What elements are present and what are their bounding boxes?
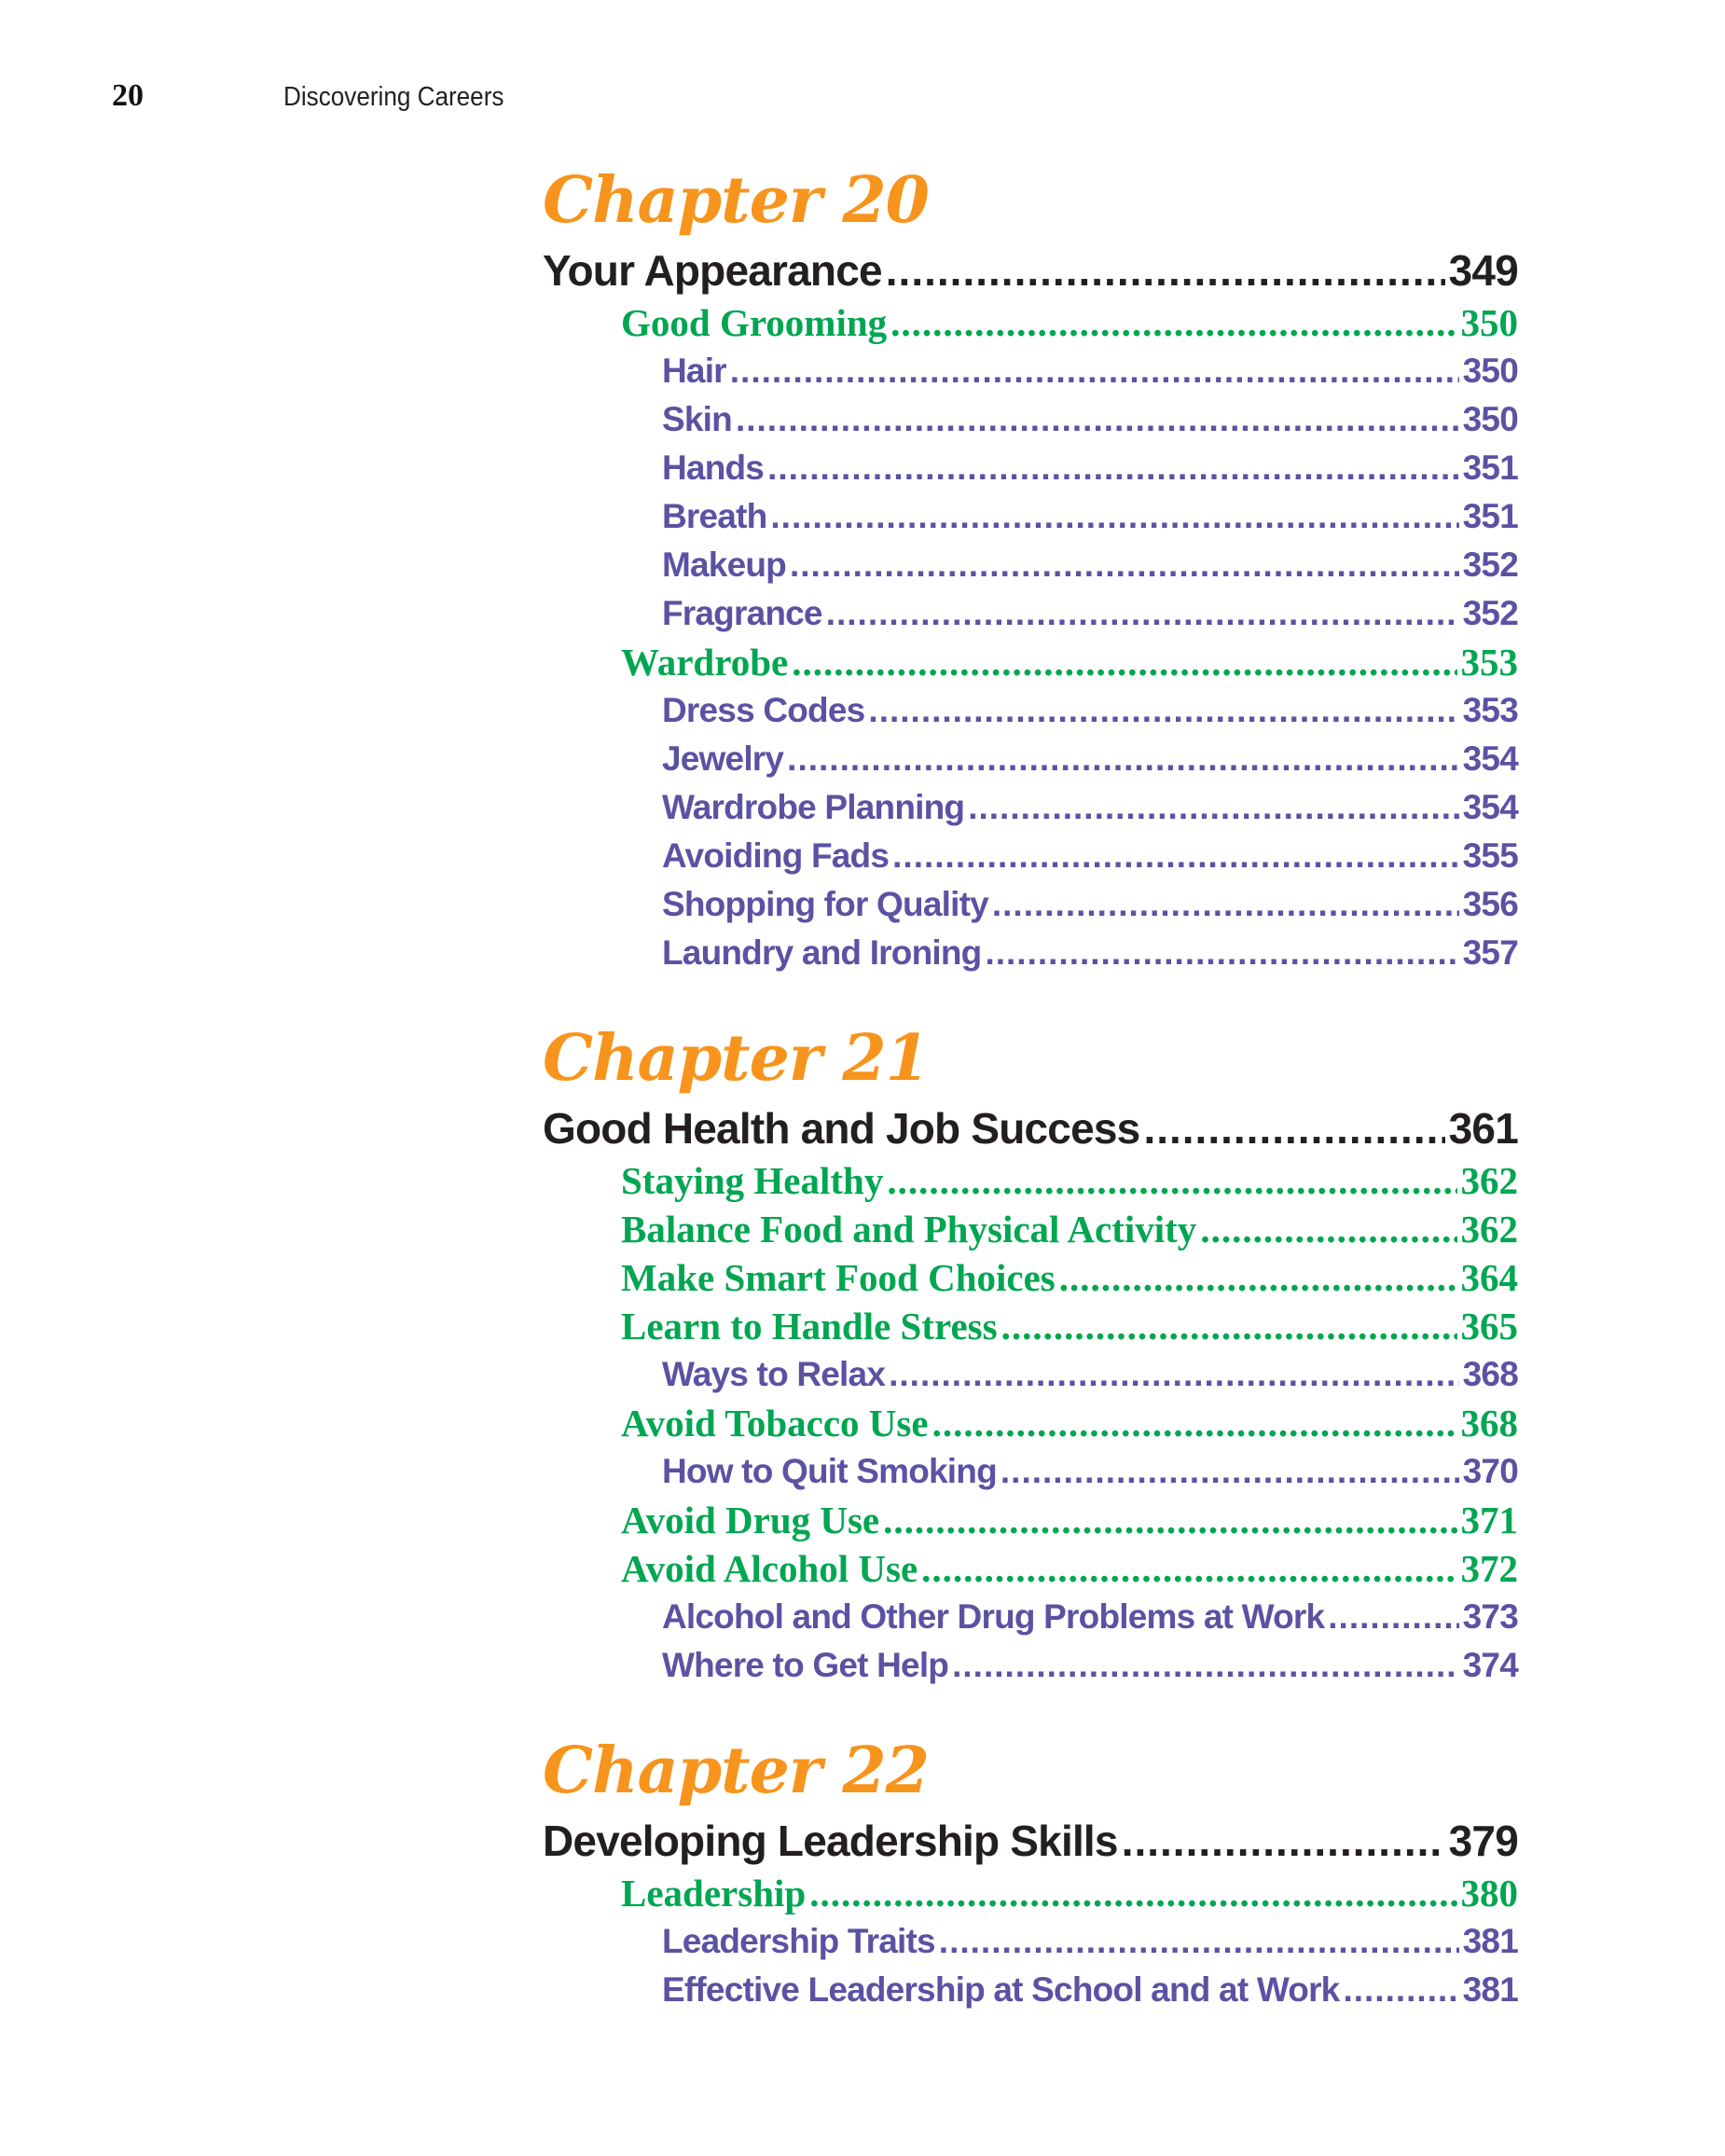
- dot-leader: [952, 1641, 1459, 1690]
- entry-page-number: 373: [1462, 1597, 1518, 1636]
- entry-label: Fragrance: [662, 594, 822, 632]
- chapter-gap: [543, 977, 1518, 1016]
- entry-page-number: 379: [1448, 1817, 1518, 1865]
- dot-leader: [892, 832, 1459, 880]
- dot-leader: [939, 1917, 1459, 1966]
- entry-page-number: 381: [1462, 1970, 1518, 2009]
- entry-label: Wardrobe Planning: [662, 788, 965, 826]
- entry-page-number: 370: [1462, 1452, 1518, 1490]
- entry-page-number: 381: [1462, 1922, 1518, 1960]
- entry-label: Avoid Alcohol Use: [621, 1547, 918, 1590]
- chapter-title-entry[interactable]: [543, 242, 1518, 298]
- dot-leader: [736, 395, 1459, 444]
- chapter-block: [543, 159, 1518, 977]
- entry-page-number: 352: [1462, 594, 1518, 632]
- entry-label: Laundry and Ironing: [662, 933, 982, 972]
- subsection-entry[interactable]: [543, 1966, 1518, 2014]
- entry-label: Avoid Drug Use: [621, 1499, 880, 1541]
- chapter-title-entry[interactable]: [543, 1813, 1518, 1869]
- subsection-entry[interactable]: [543, 735, 1518, 783]
- dot-leader: [1143, 1100, 1444, 1156]
- entry-label: Avoiding Fads: [662, 836, 890, 875]
- entry-label: Ways to Relax: [662, 1355, 886, 1393]
- entry-label: Leadership Traits: [662, 1922, 935, 1960]
- entry-page-number: 368: [1460, 1402, 1518, 1444]
- dot-leader: [887, 1156, 1456, 1205]
- dot-leader: [730, 347, 1459, 395]
- subsection-entry[interactable]: [543, 929, 1518, 977]
- entry-page-number: 351: [1462, 497, 1518, 535]
- entry-page-number: 354: [1462, 739, 1518, 778]
- table-of-contents: [543, 159, 1518, 2014]
- entry-page-number: 368: [1462, 1355, 1518, 1393]
- section-entry[interactable]: [543, 1302, 1518, 1350]
- page-number: 20: [112, 78, 144, 113]
- dot-leader: [1122, 1813, 1445, 1869]
- entry-page-number: 357: [1462, 933, 1518, 972]
- section-entry[interactable]: [543, 1399, 1518, 1447]
- subsection-entry[interactable]: [543, 880, 1518, 929]
- entry-page-number: 350: [1462, 352, 1518, 390]
- running-head: [112, 78, 529, 123]
- dot-leader: [1000, 1447, 1459, 1496]
- dot-leader: [767, 444, 1459, 492]
- entry-label: Good Health and Job Success: [543, 1104, 1140, 1153]
- dot-leader: [886, 242, 1445, 298]
- entry-page-number: 355: [1462, 836, 1518, 875]
- dot-leader: [770, 492, 1458, 541]
- dot-leader: [921, 1544, 1456, 1593]
- entry-label: Shopping for Quality: [662, 885, 988, 923]
- entry-label: Avoid Tobacco Use: [621, 1402, 929, 1444]
- dot-leader: [992, 880, 1459, 929]
- dot-leader: [1328, 1593, 1458, 1641]
- entry-label: Balance Food and Physical Activity: [621, 1208, 1197, 1251]
- dot-leader: [787, 735, 1458, 783]
- section-entry[interactable]: [543, 1253, 1518, 1302]
- section-entry[interactable]: [543, 1496, 1518, 1544]
- subsection-entry[interactable]: [543, 492, 1518, 541]
- entry-label: Breath: [662, 497, 767, 535]
- section-entry[interactable]: [543, 1869, 1518, 1917]
- entry-page-number: 372: [1460, 1547, 1518, 1590]
- entry-page-number: 362: [1460, 1208, 1518, 1251]
- entry-page-number: 364: [1460, 1256, 1518, 1299]
- book-title: Discovering Careers: [283, 82, 504, 112]
- entry-page-number: 365: [1460, 1305, 1518, 1348]
- entry-label: Skin: [662, 400, 732, 438]
- entry-page-number: 349: [1448, 246, 1518, 295]
- subsection-entry[interactable]: [543, 444, 1518, 492]
- entry-page-number: 361: [1448, 1104, 1518, 1153]
- subsection-entry[interactable]: [543, 686, 1518, 735]
- section-entry[interactable]: [543, 638, 1518, 686]
- entry-label: Makeup: [662, 546, 786, 584]
- entry-label: How to Quit Smoking: [662, 1452, 997, 1490]
- subsection-entry[interactable]: [543, 395, 1518, 444]
- entry-page-number: 352: [1462, 546, 1518, 584]
- subsection-entry[interactable]: [543, 589, 1518, 638]
- subsection-entry[interactable]: [543, 1350, 1518, 1399]
- entry-page-number: 374: [1462, 1646, 1518, 1684]
- entry-page-number: 362: [1460, 1159, 1518, 1202]
- entry-page-number: 371: [1460, 1499, 1518, 1541]
- subsection-entry[interactable]: [543, 832, 1518, 880]
- chapter-label: Chapter 22: [543, 1734, 929, 1808]
- dot-leader: [889, 1350, 1459, 1399]
- entry-page-number: 350: [1462, 400, 1518, 438]
- entry-label: Jewelry: [662, 739, 784, 778]
- entry-page-number: 354: [1462, 788, 1518, 826]
- entry-label: Staying Healthy: [621, 1159, 884, 1202]
- entry-page-number: 351: [1462, 449, 1518, 487]
- dot-leader: [985, 929, 1458, 977]
- dot-leader: [890, 298, 1456, 347]
- section-entry[interactable]: [543, 1544, 1518, 1593]
- dot-leader: [1001, 1302, 1457, 1350]
- dot-leader: [932, 1399, 1457, 1447]
- entry-page-number: 380: [1460, 1872, 1518, 1914]
- dot-leader: [868, 686, 1458, 735]
- dot-leader: [883, 1496, 1456, 1544]
- dot-leader: [792, 638, 1456, 686]
- entry-page-number: 353: [1460, 641, 1518, 684]
- dot-leader: [826, 589, 1459, 638]
- entry-label: Alcohol and Other Drug Problems at Work: [662, 1597, 1325, 1636]
- dot-leader: [1343, 1966, 1458, 2014]
- subsection-entry[interactable]: [543, 347, 1518, 395]
- dot-leader: [790, 541, 1459, 589]
- entry-label: Effective Leadership at School and at Work: [662, 1970, 1340, 2009]
- entry-label: Hair: [662, 352, 726, 390]
- subsection-entry[interactable]: [543, 1593, 1518, 1641]
- dot-leader: [809, 1869, 1456, 1917]
- chapter-title-entry[interactable]: [543, 1100, 1518, 1156]
- section-entry[interactable]: [543, 1156, 1518, 1205]
- dot-leader: [968, 783, 1458, 832]
- chapter-gap: [543, 1690, 1518, 1729]
- entry-page-number: 356: [1462, 885, 1518, 923]
- entry-label: Leadership: [621, 1872, 807, 1914]
- dot-leader: [1059, 1253, 1457, 1302]
- entry-label: Learn to Handle Stress: [621, 1305, 998, 1348]
- section-entry[interactable]: [543, 1205, 1518, 1253]
- chapter-block: [543, 1729, 1518, 2014]
- entry-label: Make Smart Food Choices: [621, 1256, 1056, 1299]
- subsection-entry[interactable]: [543, 541, 1518, 589]
- chapter-block: [543, 1016, 1518, 1690]
- subsection-entry[interactable]: [543, 1447, 1518, 1496]
- entry-label: Good Grooming: [621, 301, 888, 344]
- entry-label: Developing Leadership Skills: [543, 1817, 1118, 1865]
- entry-label: Your Appearance: [543, 246, 882, 295]
- entry-page-number: 353: [1462, 691, 1518, 729]
- chapter-label: Chapter 21: [543, 1021, 929, 1096]
- entry-label: Dress Codes: [662, 691, 865, 729]
- subsection-entry[interactable]: [543, 1917, 1518, 1966]
- chapter-label: Chapter 20: [543, 163, 929, 238]
- entry-label: Wardrobe: [621, 641, 789, 684]
- subsection-entry[interactable]: [543, 1641, 1518, 1690]
- entry-label: Where to Get Help: [662, 1646, 949, 1684]
- dot-leader: [1200, 1205, 1456, 1253]
- entry-page-number: 350: [1460, 301, 1518, 344]
- section-entry[interactable]: [543, 298, 1518, 347]
- entry-label: Hands: [662, 449, 765, 487]
- subsection-entry[interactable]: [543, 783, 1518, 832]
